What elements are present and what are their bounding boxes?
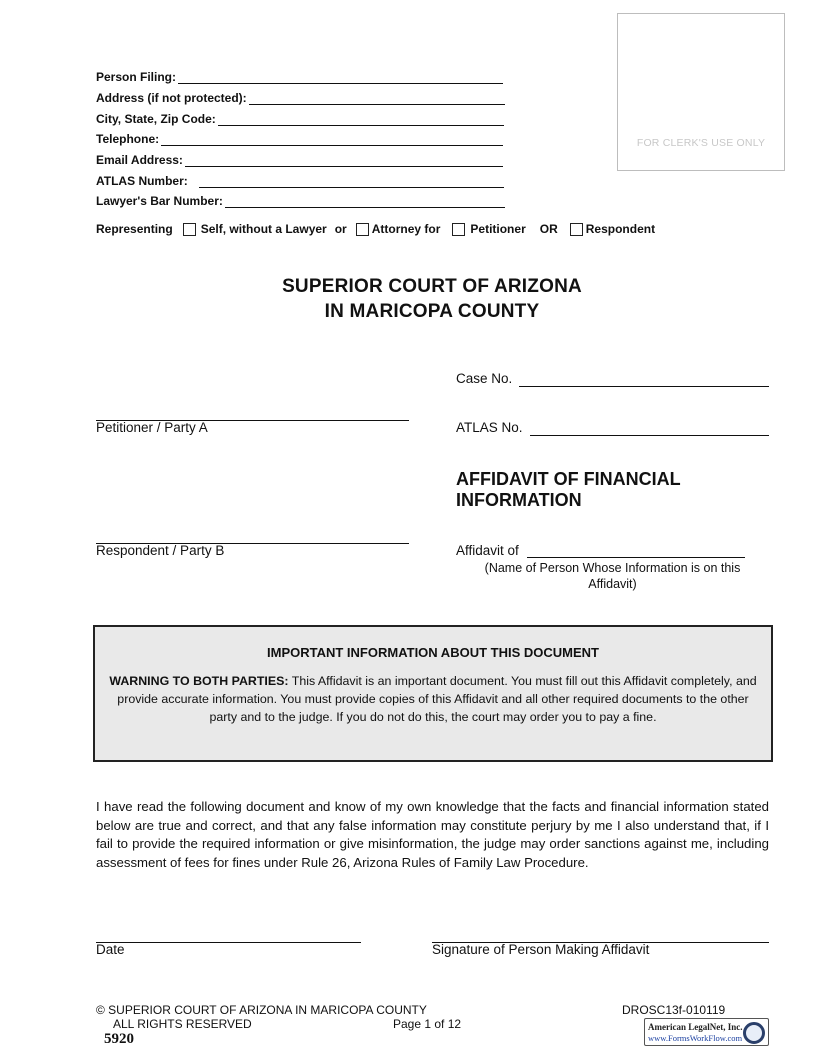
document-title — [456, 469, 756, 511]
respondent-label: Respondent — [585, 222, 656, 236]
address-label: Address (if not protected): — [96, 91, 247, 105]
clerk-use-label: FOR CLERK'S USE ONLY — [636, 137, 766, 149]
important-notice-box — [93, 625, 773, 762]
telephone-field[interactable] — [96, 130, 503, 146]
logo-emblem-icon — [743, 1022, 765, 1044]
case-no-line[interactable] — [519, 386, 769, 387]
email-field[interactable] — [96, 151, 503, 167]
self-label: Self, without a Lawyer — [200, 222, 327, 236]
affidavit-of-label: Affidavit of — [456, 543, 519, 558]
atlas-number-field[interactable] — [96, 172, 504, 188]
person-filing-field[interactable] — [96, 68, 503, 84]
signature-label: Signature of Person Making Affidavit — [432, 942, 650, 957]
person-filing-line[interactable] — [178, 72, 503, 84]
court-line-1: SUPERIOR COURT OF ARIZONA — [282, 276, 582, 297]
representing-row — [96, 222, 663, 236]
or-upper-label: OR — [539, 222, 558, 236]
warning-label: WARNING TO BOTH PARTIES: — [109, 674, 289, 688]
respondent-party-label: Respondent / Party B — [96, 543, 225, 558]
warning-text: This Affidavit is an important document. You must fill out this Affidavit completely, and provide accurate information. You must provide copies of this Affidavit and all other required documents to the other party and to the judge. If you do not do this, the court may order you to pay a fine. — [117, 674, 757, 724]
footer-rights: ALL RIGHTS RESERVED — [113, 1017, 252, 1031]
city-line[interactable] — [218, 114, 504, 126]
city-field[interactable] — [96, 110, 504, 126]
court-line-2: IN MARICOPA COUNTY — [324, 301, 540, 322]
notice-body — [109, 672, 757, 726]
date-label: Date — [96, 942, 125, 957]
atlas-number-label: ATLAS Number: — [96, 174, 188, 188]
logo-url: www.FormsWorkFlow.com — [648, 1033, 743, 1043]
footer-copyright: © SUPERIOR COURT OF ARIZONA IN MARICOPA COUNTY — [96, 1003, 427, 1017]
footer-page-number: Page 1 of 12 — [393, 1017, 462, 1031]
petitioner-checkbox[interactable] — [452, 223, 465, 236]
bar-number-line[interactable] — [225, 196, 505, 208]
notice-heading: IMPORTANT INFORMATION ABOUT THIS DOCUMENT — [267, 645, 599, 660]
email-label: Email Address: — [96, 153, 183, 167]
case-no-label: Case No. — [456, 371, 513, 386]
representing-label: Representing — [96, 222, 173, 236]
email-line[interactable] — [185, 155, 503, 167]
petitioner-label: Petitioner — [470, 222, 526, 236]
affidavit-of-line[interactable] — [527, 557, 745, 558]
respondent-checkbox[interactable] — [570, 223, 583, 236]
affidavit-note-line-2: Affidavit) — [588, 577, 637, 591]
attorney-checkbox[interactable] — [356, 223, 369, 236]
bar-number-label: Lawyer's Bar Number: — [96, 194, 223, 208]
clerk-use-box — [617, 13, 785, 171]
american-legalnet-logo — [644, 1018, 769, 1046]
atlas-no-label: ATLAS No. — [456, 420, 523, 435]
affidavit-note-line-1: (Name of Person Whose Information is on this — [484, 561, 741, 575]
attestation-paragraph: I have read the following document and know of my own knowledge that the facts and financial information stated below are true and correct, and that any false information may constitute perjury by me I also understand that, if I fail to provide the required information or give misinformation, the judge may order sanctions against me, including assessment of fees for fines under Rule 26, Arizona Rules of Family Law Procedure. — [96, 799, 769, 870]
attorney-label: Attorney for — [371, 222, 441, 236]
address-field[interactable] — [96, 89, 505, 105]
date-line[interactable] — [96, 942, 361, 943]
footer-form-code: DROSC13f-010119 — [622, 1003, 726, 1017]
telephone-line[interactable] — [161, 134, 503, 146]
title-line-2: INFORMATION — [456, 490, 582, 510]
atlas-no-line[interactable] — [530, 435, 769, 436]
person-filing-label: Person Filing: — [96, 70, 177, 84]
or-label: or — [334, 222, 347, 236]
bar-number-field[interactable] — [96, 192, 505, 208]
address-line[interactable] — [249, 93, 505, 105]
telephone-label: Telephone: — [96, 132, 160, 146]
title-line-1: AFFIDAVIT OF FINANCIAL — [456, 469, 681, 489]
petitioner-party-label: Petitioner / Party A — [96, 420, 208, 435]
logo-company-name: American LegalNet, Inc. — [648, 1022, 743, 1032]
self-checkbox[interactable] — [183, 223, 196, 236]
affidavit-of-note — [470, 560, 755, 592]
atlas-number-line[interactable] — [199, 176, 504, 188]
court-heading — [232, 274, 632, 324]
footer-form-number: 5920 — [104, 1031, 134, 1047]
city-label: City, State, Zip Code: — [96, 112, 216, 126]
